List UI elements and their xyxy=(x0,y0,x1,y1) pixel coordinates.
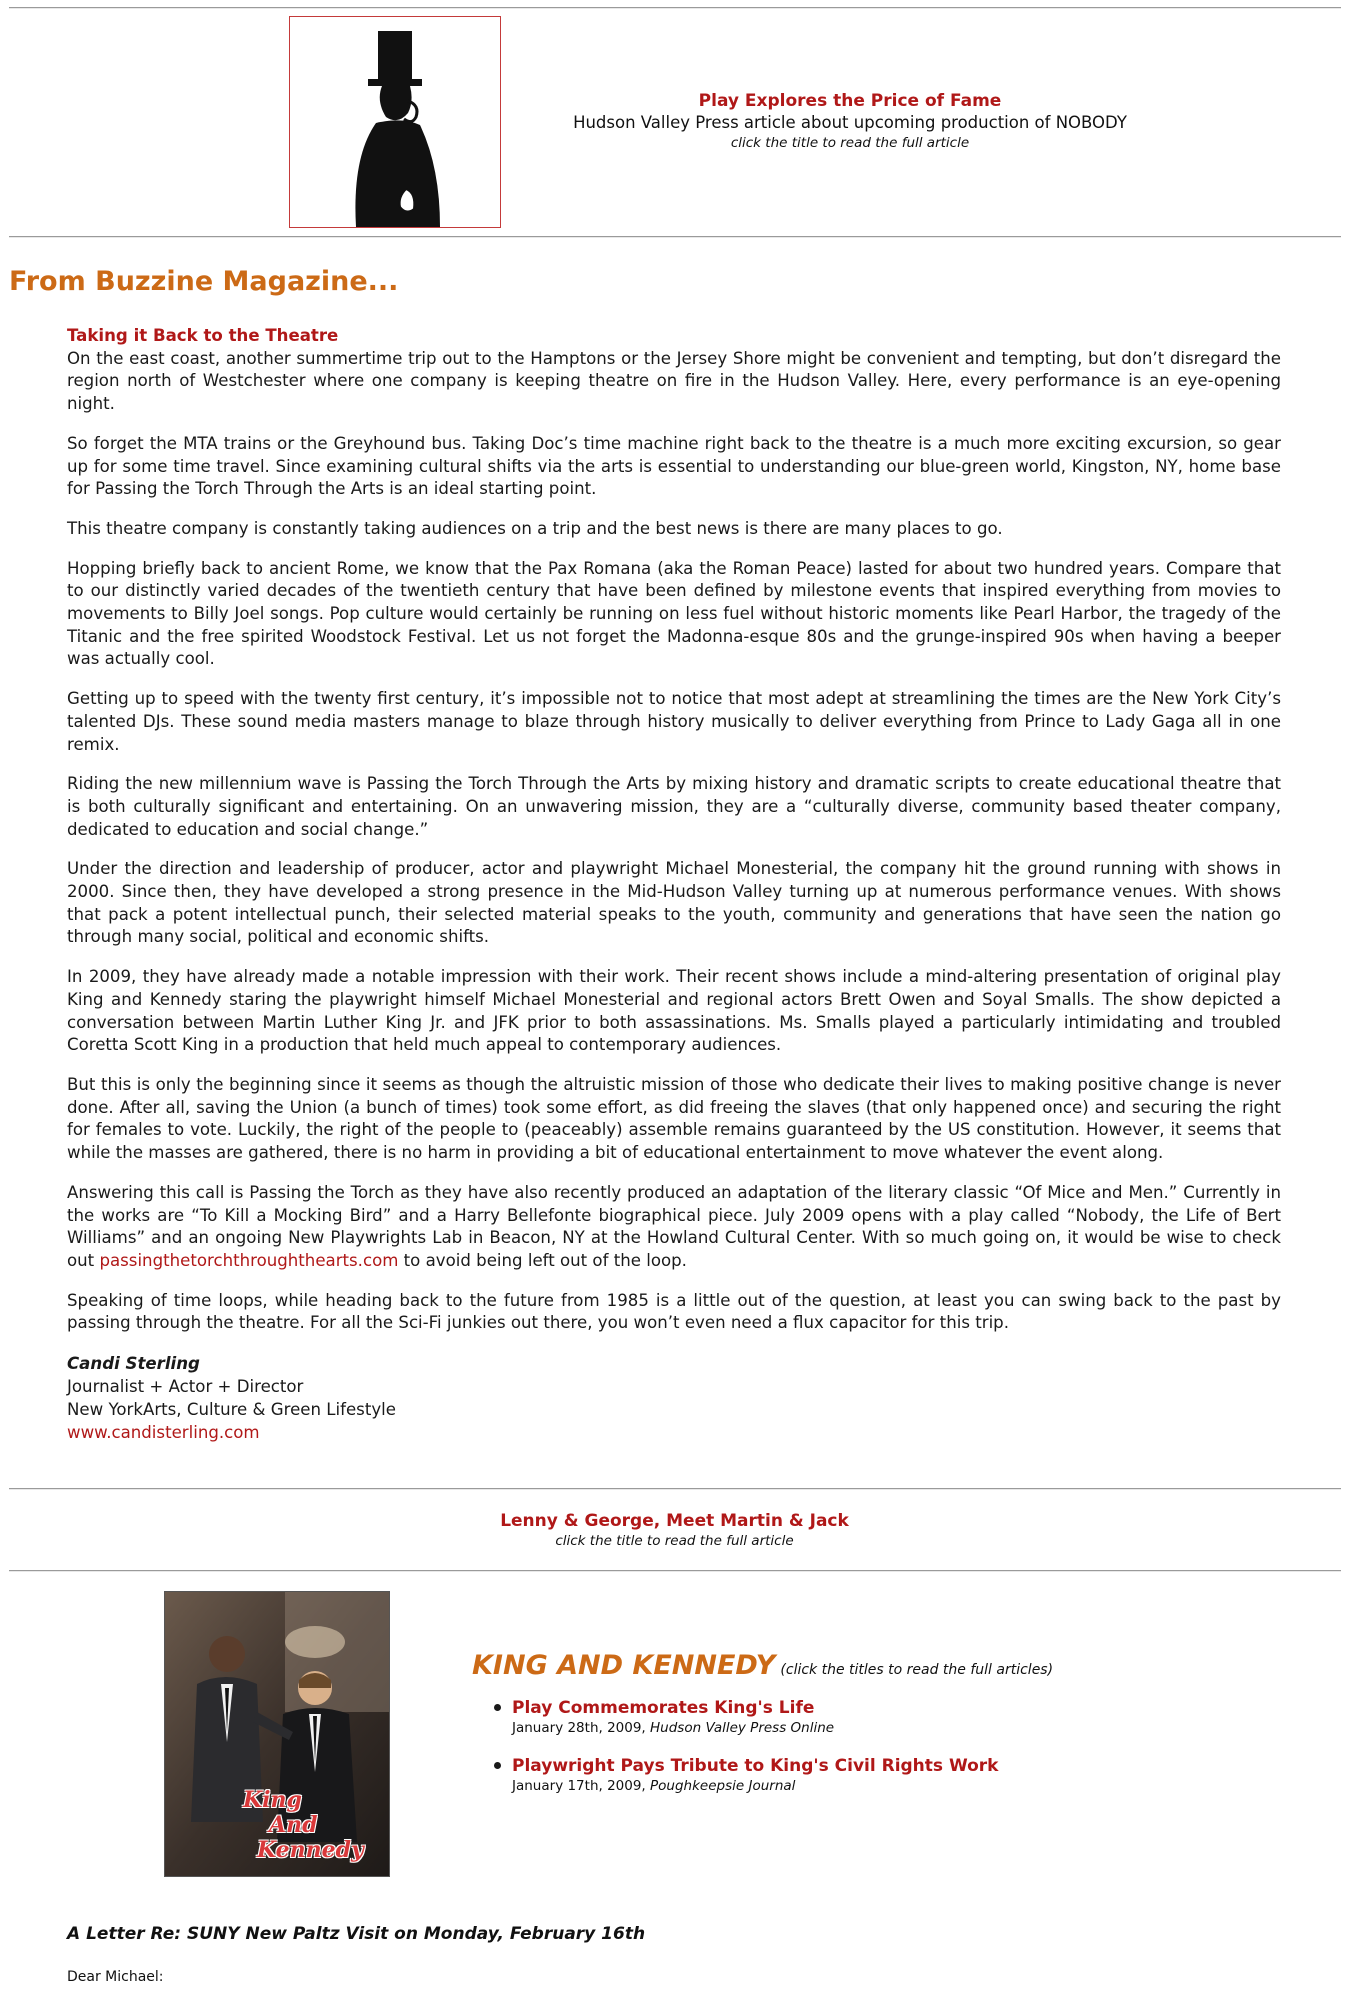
king-and-kennedy-photo xyxy=(164,1591,390,1877)
caption-line: Kennedy xyxy=(257,1837,364,1863)
article-source: Poughkeepsie Journal xyxy=(650,1778,796,1794)
king-and-kennedy-note: (click the titles to read the full articles) xyxy=(780,1662,1054,1678)
article-title: Taking it Back to the Theatre xyxy=(67,326,339,345)
section-heading: From Buzzine Magazine... xyxy=(9,266,399,297)
lenny-george-link[interactable]: Lenny & George, Meet Martin & Jack xyxy=(500,1511,849,1531)
price-of-fame-link[interactable]: Play Explores the Price of Fame xyxy=(698,91,1002,111)
author-beat: New YorkArts, Culture & Green Lifestyle xyxy=(67,1400,396,1420)
top-hat-figure-icon xyxy=(290,17,500,227)
letter-heading: A Letter Re: SUNY New Paltz Visit on Monday, February 16th xyxy=(67,1924,646,1944)
article-list xyxy=(512,1697,1272,1795)
article-paragraph xyxy=(67,1182,1281,1273)
playwright-pays-tribute-link[interactable]: Playwright Pays Tribute to King's Civil Rights Work xyxy=(512,1756,999,1776)
article-paragraph: So forget the MTA trains or the Greyhound bus. Taking Doc’s time machine right back to the theatre is a much more exciting excursion, so gear up for some time travel. Since examining cultural shifts via the arts is essential to understanding our blue-green world, Kingston, NY, home base for Passing the Torch Through the Arts is an ideal starting point. xyxy=(67,433,1281,499)
king-and-kennedy-heading: KING AND KENNEDY xyxy=(472,1650,776,1681)
article-source: Hudson Valley Press Online xyxy=(650,1720,835,1736)
section-divider xyxy=(9,236,1341,237)
passing-the-torch-link[interactable]: passingthetorchthroughthearts.com xyxy=(99,1250,399,1270)
top-divider xyxy=(9,7,1341,8)
caption-line: King xyxy=(243,1787,302,1813)
photo-caption xyxy=(243,1788,364,1863)
article-meta xyxy=(512,1777,1272,1795)
article-paragraph: Hopping briefly back to ancient Rome, we know that the Pax Romana (aka the Roman Peace) lasted for about two hundred years. Compare that to our distinctly varied decades of the twentieth century that have been defined by milestone events that inspired everything from movies to movements to Billy Joel songs. Pop culture would certainly be running on less fuel without historic moments like Pearl Harbor, the tragedy of the Titanic and the free spirited Woodstock Festival. Let us not forget the Madonna-esque 80s and the grunge-inspired 90s when having a beeper was actually cool. xyxy=(67,558,1281,669)
list-item xyxy=(512,1755,1272,1795)
list-item xyxy=(512,1697,1272,1737)
article-paragraph: On the east coast, another summertime trip out to the Hamptons or the Jersey Shore might be convenient and tempting, but don’t disregard the region north of Westchester where one company is keeping theatre on fire in the Hudson Valley. Here, every performance is an eye-opening night. xyxy=(67,348,1281,414)
author-signature xyxy=(67,1352,1281,1444)
article-paragraph: Under the direction and leadership of producer, actor and playwright Michael Monesterial, the company hit the ground running with shows in 2000. Since then, they have developed a strong presence in the Mid-Hudson Valley turning up at numerous performance venues. With shows that pack a potent intellectual punch, their selected material speaks to the youth, community and generations that have seen the nation go through many social, political and economic shifts. xyxy=(67,859,1281,947)
article-paragraph: Getting up to speed with the twenty first century, it’s impossible not to notice that most adept at streamlining the times are the New York City’s talented DJs. These sound media masters manage to blaze through history musically to deliver everything from Prince to Lady Gaga all in one remix. xyxy=(67,689,1281,754)
bullet-icon xyxy=(494,1762,501,1769)
king-and-kennedy-section xyxy=(472,1650,1272,1813)
caption-line: And xyxy=(269,1812,318,1838)
article-paragraph: This theatre company is constantly taking audiences on a trip and the best news is there are many places to go. xyxy=(67,518,1003,538)
section-divider xyxy=(9,1570,1341,1571)
article-paragraph: Speaking of time loops, while heading back to the future from 1985 is a little out of the question, at least you can swing back to the past by passing through the theatre. For all the Sci-Fi junkies out there, you won’t even need a flux capacitor for this trip. xyxy=(67,1290,1281,1333)
article-paragraph: Riding the new millennium wave is Passing the Torch Through the Arts by mixing history and dramatic scripts to create educational theatre that is both culturally significant and entertaining. On an unwavering mission, they are a “culturally diverse, community based theater company, dedicated to education and social change.” xyxy=(67,774,1281,839)
section-divider xyxy=(9,1488,1341,1489)
article-date: January 28th, 2009, xyxy=(512,1720,651,1736)
paragraph-text: to avoid being left out of the loop. xyxy=(398,1250,687,1270)
letter-greeting: Dear Michael: xyxy=(67,1969,164,1985)
article-date: January 17th, 2009, xyxy=(512,1778,651,1794)
author-website-link[interactable]: www.candisterling.com xyxy=(67,1423,260,1443)
buzzine-article xyxy=(67,325,1281,1444)
author-role: Journalist + Actor + Director xyxy=(67,1377,304,1397)
play-commemorates-link[interactable]: Play Commemorates King's Life xyxy=(512,1698,815,1718)
lenny-note: click the title to read the full article xyxy=(555,1533,794,1549)
article-paragraph: But this is only the beginning since it seems as though the altruistic mission of those who dedicate their lives to making positive change is never done. After all, saving the Union (a bunch of times) took some effort, as did freeing the slaves (that only happened once) and securing the right for females to vote. Luckily, the right of the people to (peaceably) assemble remains guaranteed by the US constitution. However, it seems that while the masses are gathered, there is no harm in providing a bit of educational entertainment to move whatever the event along. xyxy=(67,1074,1281,1163)
promo-note: click the title to read the full article xyxy=(730,135,970,151)
promo-subtitle: Hudson Valley Press article about upcoming production of NOBODY xyxy=(573,113,1127,132)
article-meta xyxy=(512,1719,1272,1737)
author-name: Candi Sterling xyxy=(67,1354,200,1374)
bullet-icon xyxy=(494,1704,501,1711)
article-paragraph: In 2009, they have already made a notable impression with their work. Their recent shows include a mind-altering presentation of original play King and Kennedy staring the playwright himself Michael Monesterial and regional actors Brett Owen and Soyal Smalls. The show depicted a conversation between Martin Luther King Jr. and JFK prior to both assassinations. Ms. Smalls played a particularly intimidating and troubled Coretta Scott King in a production that held much appeal to contemporary audiences. xyxy=(67,967,1281,1055)
nobody-silhouette-image[interactable] xyxy=(289,16,501,228)
paragraph-text: Answering this call is Passing the Torch as they have also recently produced an adaptation of the literary classic “Of Mice and Men.” Currently in the works are “To Kill a Mocking Bird” and a Harry Bellefonte biographical piece. July 2009 opens with a play called “Nobody, the Life of Bert Williams” and an ongoing New Playwrights Lab in Beacon, NY at the Howland Cultural Center. With so much going on, it would be wise to check out xyxy=(67,1182,1281,1270)
